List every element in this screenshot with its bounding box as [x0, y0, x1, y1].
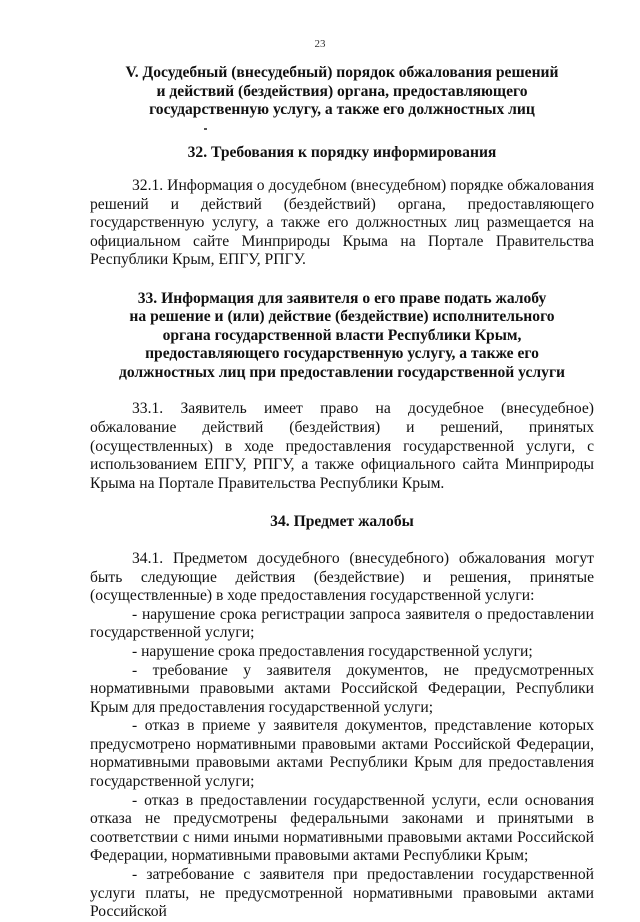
section-34-heading: 34. Предмет жалобы — [270, 513, 414, 531]
list-item: - нарушение срока предоставления государственной услуги; — [132, 642, 533, 660]
section-v-title-line: V. Досудебный (внесудебный) порядок обжалования решений — [125, 64, 559, 81]
list-item: - требование у заявителя документов, не предусмотренных нормативными правовыми актами Российской Федерации, Республики Крым для предоставления государственной услуги; — [90, 661, 594, 716]
section-v-title — [90, 64, 594, 120]
section-33-heading — [90, 290, 594, 383]
section-33-heading-line: на решение и (или) действие (бездействие) исполнительного — [129, 308, 555, 326]
section-33-paragraph: 33.1. Заявитель имеет право на досудебное (внесудебное) обжалование действий (бездействия) и решений, принятых (осуществленных) в ходе предоставления государственной услуги, с использованием ЕПГУ, РПГУ, а также официального сайта Минприроды Крыма на Портале Правительства Республики Крым. — [90, 400, 594, 492]
page-content — [90, 64, 594, 922]
section-32-paragraph: 32.1. Информация о досудебном (внесудебном) порядке обжалования решений и действий (бездействий) органа, предоставляющего государственную услугу, а также его должностных лиц размещается на официальном сайте Минприроды Крыма на Портале Правительства Республики Крым, ЕПГУ, РПГУ. — [90, 177, 594, 269]
section-33-heading-line: предоставляющего государственную услугу, а также его — [145, 345, 539, 363]
section-33-heading-line: должностных лиц при предоставлении государственной услуги — [118, 363, 566, 381]
section-v-title-line: государственную услугу, а также его должностных лиц — [149, 101, 535, 118]
list-item: - затребование с заявителя при предоставлении государственной услуги платы, не предусмотренной нормативными правовыми актами Российской — [90, 866, 594, 921]
section-v-title-line: и действий (бездействия) органа, предоставляющего — [156, 82, 528, 100]
list-item: - отказ в предоставлении государственной услуги, если основания отказа не предусмотрены федеральными законами и принятыми в соответствии с ними иными нормативными правовыми актами Российской Федерации, нормативными правовыми актами Республики Крым; — [90, 791, 594, 865]
section-33-heading-line: органа государственной власти Республики Крым, — [162, 326, 522, 344]
page-number: 23 — [314, 38, 326, 50]
section-34-paragraph: 34.1. Предметом досудебного (внесудебного) обжалования могут быть следующие действия (бездействие) и решения, принятые (осуществленные) в ходе предоставления государственной услуги: — [90, 549, 594, 605]
section-32-heading: 32. Требования к порядку информирования — [187, 143, 497, 161]
section-33-heading-line: 33. Информация для заявителя о его праве подать жалобу — [137, 289, 547, 307]
list-item: - отказ в приеме у заявителя документов, представление которых предусмотрено нормативными правовыми актами Российской Федерации, нормативными правовыми актами Республики Крым для предоставления государственной услуги; — [90, 717, 594, 791]
list-item: - нарушение срока регистрации запроса заявителя о предоставлении государственной услуги; — [90, 605, 594, 642]
